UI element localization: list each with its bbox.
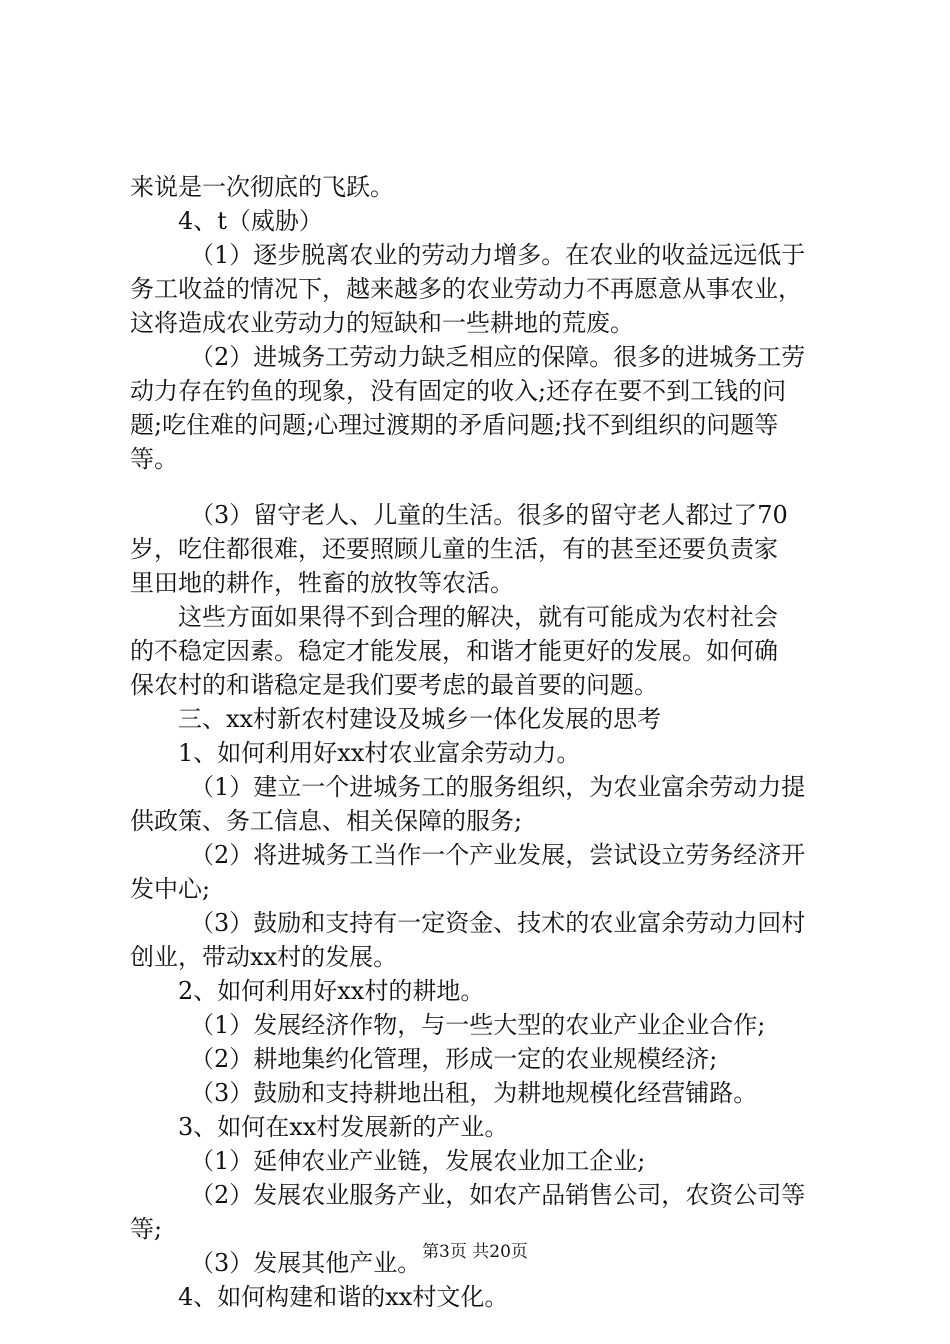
body-line: 务工收益的情况下，越来越多的农业劳动力不再愿意从事农业， bbox=[130, 275, 802, 303]
list-item-start: （2）进城务工劳动力缺乏相应的保障。很多的进城务工劳 bbox=[190, 343, 806, 371]
page-footer bbox=[0, 1240, 950, 1264]
list-item-start: （3）鼓励和支持有一定资金、技术的农业富余劳动力回村 bbox=[190, 909, 806, 937]
subsection-heading: 4、如何构建和谐的xx村文化。 bbox=[178, 1283, 509, 1311]
body-line: 供政策、务工信息、相关保障的服务; bbox=[130, 807, 523, 835]
body-line: 题;吃住难的问题;心理过渡期的矛盾问题;找不到组织的问题等 bbox=[130, 411, 779, 439]
subsection-heading: 3、如何在xx村发展新的产业。 bbox=[178, 1113, 509, 1141]
list-item: （3）鼓励和支持耕地出租，为耕地规模化经营铺路。 bbox=[190, 1079, 758, 1107]
body-line: 保农村的和谐稳定是我们要考虑的最首要的问题。 bbox=[130, 671, 658, 699]
body-line: 岁，吃住都很难，还要照顾儿童的生活，有的甚至还要负责家 bbox=[130, 535, 778, 563]
section-heading: 三、xx村新农村建设及城乡一体化发展的思考 bbox=[178, 705, 662, 733]
section-heading: 4、t（威胁） bbox=[178, 207, 323, 235]
page-number: 第3页 共20页 bbox=[422, 1242, 528, 1262]
body-line: 这将造成农业劳动力的短缺和一些耕地的荒废。 bbox=[130, 309, 634, 337]
body-line: 动力存在钓鱼的现象，没有固定的收入;还存在要不到工钱的问 bbox=[130, 377, 787, 405]
list-item-start: （1）建立一个进城务工的服务组织，为农业富余劳动力提 bbox=[190, 773, 806, 801]
body-line: 来说是一次彻底的飞跃。 bbox=[130, 173, 394, 201]
body-line: 等。 bbox=[130, 445, 178, 473]
body-line: 的不稳定因素。稳定才能发展，和谐才能更好的发展。如何确 bbox=[130, 637, 778, 665]
list-item-start: （2）将进城务工当作一个产业发展，尝试设立劳务经济开 bbox=[190, 841, 806, 869]
list-item-start: （2）发展农业服务产业，如农产品销售公司，农资公司等 bbox=[190, 1181, 806, 1209]
list-item-start: （1）逐步脱离农业的劳动力增多。在农业的收益远远低于 bbox=[190, 241, 806, 269]
body-line: 里田地的耕作，牲畜的放牧等农活。 bbox=[130, 569, 514, 597]
list-item-start: （3）留守老人、儿童的生活。很多的留守老人都过了70 bbox=[190, 501, 788, 529]
subsection-heading: 1、如何利用好xx村农业富余劳动力。 bbox=[178, 739, 581, 767]
list-item: （1）延伸农业产业链，发展农业加工企业; bbox=[190, 1147, 646, 1175]
list-item: （3）发展其他产业。 bbox=[190, 1249, 422, 1277]
subsection-heading: 2、如何利用好xx村的耕地。 bbox=[178, 977, 485, 1005]
list-item: （1）发展经济作物，与一些大型的农业产业企业合作; bbox=[190, 1011, 766, 1039]
list-item: （2）耕地集约化管理，形成一定的农业规模经济; bbox=[190, 1045, 718, 1073]
body-line: 发中心; bbox=[130, 875, 211, 903]
body-line: 创业，带动xx村的发展。 bbox=[130, 943, 398, 971]
body-line: 等; bbox=[130, 1215, 163, 1243]
paragraph-start: 这些方面如果得不到合理的解决，就有可能成为农村社会 bbox=[178, 603, 778, 631]
document-body bbox=[130, 170, 830, 1314]
